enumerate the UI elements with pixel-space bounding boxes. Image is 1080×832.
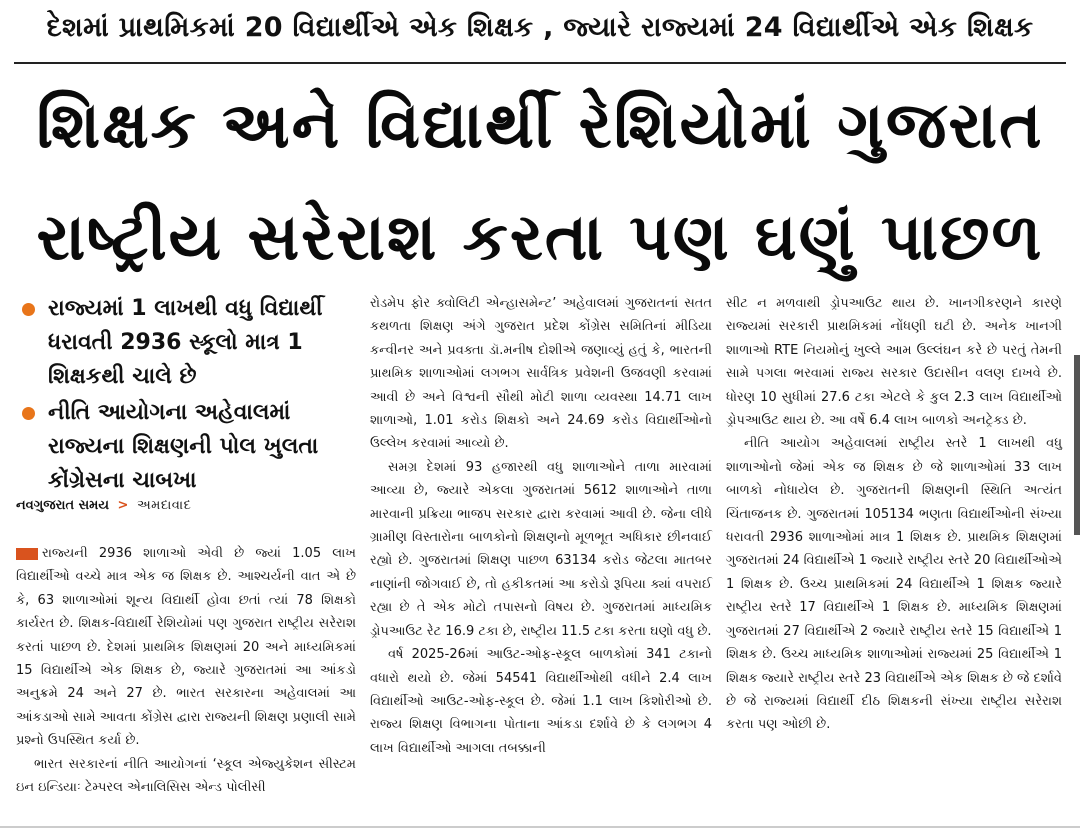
article-column-2: [370, 292, 712, 760]
bullet-text: નીતિ આયોગના અહેવાલમાં રાજ્યના શિક્ષણની પોલ ખુલતા કોંગ્રેસના ચાબખા: [48, 400, 319, 493]
kicker-headline: દેશમાં પ્રાથમિકમાં 20 વિદ્યાર્થીએ એક શિક્ષક , જ્યારે રાજ્યમાં 24 વિદ્યાર્થીએ એક શિક્ષક: [46, 12, 1034, 43]
byline-arrow: >: [117, 498, 129, 513]
headline-line-2: રાષ્ટ્રીય સરેરાશ કરતા પણ ઘણું પાછળ: [36, 201, 1044, 275]
highlight-bullets: [16, 292, 366, 500]
bullet-dot-icon: [22, 303, 35, 316]
byline-place: અમદાવાદ: [136, 498, 192, 513]
byline-source: નવગુજરાત સમય: [16, 498, 109, 513]
byline: [16, 498, 356, 513]
paragraph: સીટ ન મળવાથી ડ્રોપઆઉટ થાય છે. ખાનગીકરણને કારણે રાજ્યમાં સરકારી પ્રાથમિકમાં નોંધણી ઘટી છે. અનેક ખાનગી શાળાઓ RTE નિયમોનું ખુલ્લે આમ ઉલ્લંઘન કરે છે પરતું તેમની સામે પગલા ભરવામાં રાજ્ય સરકાર ઉદાસીન વલણ દાખવે છે. ધોરણ 10 સુધીમાં 27.6 ટકા એટલે કે કુલ 2.3 લાખ વિદ્યાર્થીઓ ડ્રોપઆઉટ થાય છે. આ વર્ષે 6.4 લાખ બાળકો અનટ્રેક્ડ છે.: [726, 296, 1062, 429]
paragraph: રોડમેપ ફોર ક્વોલિટી એન્હાસમેન્ટ’ અહેવાલમાં ગુજરાતનાં સતત કથળતા શિક્ષણ અંગે ગુજરાત પ્રદેશ કોંગ્રેસ સમિતિનાં મીડિયા કન્વીનર અને પ્રવક્તા ડૉ.મનીષ દોશીએ જણાવ્યું હતું કે, ભારતની પ્રાથમિક શાળાઓમાં લગભગ સાર્વત્રિક પ્રવેશની ઉજવણી કરવામાં આવી છે અને વિશ્વની સૌથી મોટી શાળા વ્યવસ્થા 14.71 લાખ શાળાઓ, 1.01 કરોડ શિક્ષકો અને 24.69 કરોડ વિદ્યાર્થીઓનો ઉલ્લેખ કરવામાં આવ્યો છે.: [370, 296, 712, 452]
page-edge-marker: [1074, 355, 1080, 535]
article-column-3: [726, 292, 1062, 737]
header-divider: [14, 62, 1066, 64]
paragraph: સમગ્ર દેશમાં 93 હજારથી વધુ શાળાઓને તાળા મારવામાં આવ્યા છે, જ્યારે એકલા ગુજરાતમાં 5612 શાળાઓને તાળા મારવાની પ્રક્રિયા ભાજપ સરકાર દ્વારા કરવામાં આવી છે. જેના લીધે ગ્રામીણ વિસ્તારોના બાળકોનો શિક્ષણનો મૂળભૂત અધિકાર છીનવાઈ રહ્યો છે. ગુજરાતમાં શિક્ષણ પાછળ 63134 કરોડ જેટલા માતબર નાણાંની જોગવાઈ છે, તો હકીકતમાં આ કરોડો રૂપિયા ક્યાં વપરાઈ રહ્યા છે તે એક મોટો તપાસનો વિષય છે. ગુજરાતમાં માધ્યમિક ડ્રોપઆઉટ રેટ 16.9 ટકા છે, રાષ્ટ્રીય 11.5 ટકા કરતા ઘણો વધુ છે.: [370, 459, 712, 639]
article-column-1: [16, 542, 356, 799]
paragraph: નીતિ આયોગ અહેવાલમાં રાષ્ટ્રીય સ્તરે 1 લાખથી વધુ શાળાઓનો જેમાં એક જ શિક્ષક છે જે શાળાઓમાં 33 લાખ બાળકો નોધાયેલ છે. ગુજરાતની શિક્ષણની સ્થિતિ અત્યંત ચિંતાજનક છે. ગુજરાતમાં 105134 ભણતા વિદ્યાર્થીઓની સંખ્યા ધરાવતી 2936 શાળાઓમાં માત્ર 1 શિક્ષક છે. પ્રાથમિક શિક્ષણમાં ગુજરાતમાં 24 વિદ્યાર્થીએ 1 જ્યારે રાષ્ટ્રીય સ્તરે 20 વિદ્યાર્થીઓએ 1 શિક્ષક છે. ઉચ્ચ પ્રાથમિકમાં 24 વિદ્યાર્થીએ 1 શિક્ષક જ્યારે રાષ્ટ્રીય સ્તરે 17 વિદ્યાર્થીએ 1 શિક્ષક છે. માધ્યમિક શિક્ષણમાં ગુજરાતમાં 27 વિદ્યાર્થીએ 2 જ્યારે રાષ્ટ્રીય સ્તરે 15 વિદ્યાર્થીએ 1 શિક્ષક છે. ઉચ્ચ માધ્યમિક શાળાઓમાં રાજ્યમાં 25 વિદ્યાર્થીએ 1 શિક્ષક જ્યારે રાષ્ટ્રીય સ્તરે 23 વિદ્યાર્થીએ એક શિક્ષક છે જે દર્શાવે છે જે રાજ્યમાં વિદ્યાર્થી દીઠ શિક્ષકની સંખ્યા રાષ્ટ્રીય સરેરાશ કરતા પણ ઓછી છે.: [726, 436, 1063, 733]
headline-line-1: શિક્ષક અને વિદ્યાર્થી રેશિયોમાં ગુજરાત: [36, 89, 1044, 163]
paragraph: ભારત સરકારનાં નીતિ આયોગનાં ‘સ્કૂલ એજ્યુકેશન સીસ્ટમ ઇન ઇન્ડિયાઃ ટેમ્પરલ એનાલિસિસ એન્ડ પોલીસી: [16, 756, 356, 796]
paragraph: [16, 542, 356, 753]
main-headline: [0, 70, 1080, 294]
bottom-divider: [0, 826, 1080, 828]
bullet-dot-icon: [22, 407, 35, 420]
bullet-text: રાજ્યમાં 1 લાખથી વધુ વિદ્યાર્થી ધરાવતી 2936 સ્કૂલો માત્ર 1 શિક્ષકથી ચાલે છે: [48, 296, 323, 389]
paragraph-text: રાજ્યની 2936 શાળાઓ એવી છે જ્યાં 1.05 લાખ વિદ્યાર્થીઓ વચ્ચે માત્ર એક જ શિક્ષક છે. આશ્ચર્યની વાત એ છે કે, 63 શાળાઓમાં શૂન્ય વિદ્યાર્થી હોવા છતાં ત્યાં 78 શિક્ષકો કાર્યરત છે. શિક્ષક-વિદ્યાર્થી રેશિયોમાં પણ ગુજરાત રાષ્ટ્રીય સરેરાશ કરતાં પાછળ છે. દેશમાં પ્રાથમિક શિક્ષણમાં 20 અને માધ્યમિકમાં 15 વિદ્યાર્થીએ એક શિક્ષક છે, જ્યારે ગુજરાતમાં આ આંકડો અનુક્રમે 24 અને 27 છે. ભારત સરકારના અહેવાલમાં આ આંકડાઓ સામે આવતા કોંગ્રેસ દ્વારા રાજ્યની શિક્ષણ પ્રણાલી સામે પ્રશ્નો ઉપસ્થિત કર્યા છે.: [16, 546, 356, 749]
lead-marker-icon: [16, 548, 38, 560]
bullet-item: [16, 396, 366, 498]
paragraph: વર્ષ 2025-26માં આઉટ-ઓફ-સ્કૂલ બાળકોમાં 341 ટકાનો વધારો થયો છે. જેમાં 54541 વિદ્યાર્થીઓથી વધીને 2.4 લાખ વિદ્યાર્થીઓ આઉટ-ઓફ-સ્કૂલ છે. જેમાં 1.1 લાખ કિશોરીઓ છે. રાજ્ય શિક્ષણ વિભાગના પોતાના આંકડા દર્શાવે છે કે લગભગ 4 લાખ વિદ્યાર્થીઓ આગલા તબક્કાની: [370, 647, 712, 756]
bullet-item: [16, 292, 366, 394]
